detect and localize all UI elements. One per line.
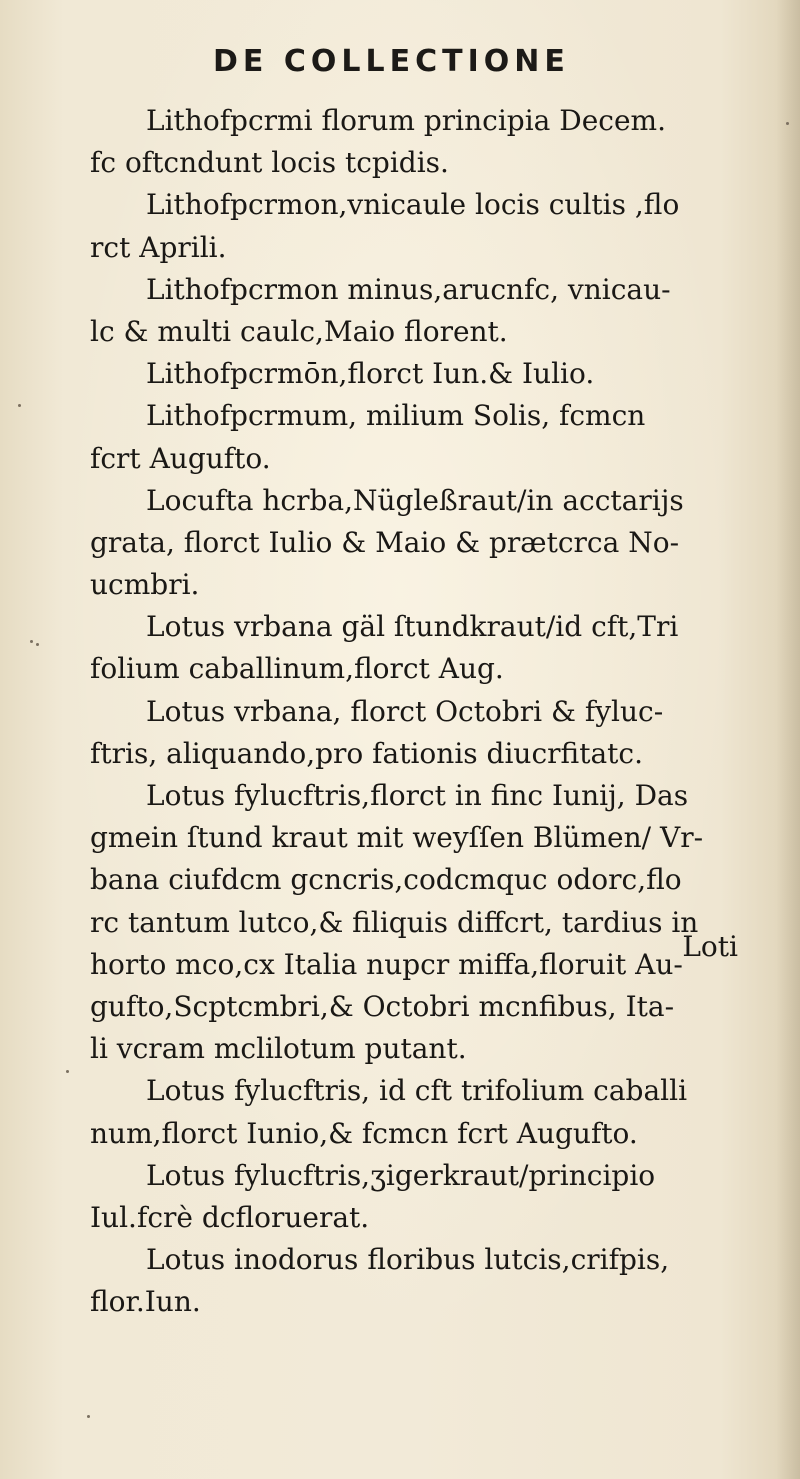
- text-line: Lotus fylucftris,ʒigerkraut/principio: [146, 1158, 656, 1192]
- page-edge-shadow: [776, 0, 800, 1479]
- paper-speck: [36, 643, 39, 646]
- text-line: Lotus vrbana, florct Octobri & fyluc-: [146, 694, 664, 728]
- catchword: Loti: [682, 930, 738, 963]
- text-line: fc oftcndunt locis tcpidis.: [90, 146, 449, 180]
- text-line: Lotus fylucftris,florct in finc Iunij, Das: [146, 779, 689, 812]
- text-line: ftris, aliquando,pro fationis diucrfitatc.: [90, 736, 643, 770]
- text-line: rc tantum lutco,& filiquis diffcrt, tardius in: [90, 905, 699, 939]
- paper-speck: [87, 1415, 90, 1418]
- text-line: Lithofpcrmi florum principia Decem.: [146, 104, 666, 137]
- text-line: folium caballinum,florct Aug.: [90, 652, 504, 686]
- text-line: gufto,Scptcmbri,& Octobri mcnfibus, Ita-: [90, 989, 675, 1023]
- text-line: grata, florct Iulio & Maio & prætcrca No-: [90, 525, 680, 559]
- paper-speck: [18, 404, 21, 407]
- text-line: Lithofpcrmon,vnicaule locis cultis ,flo: [146, 188, 680, 222]
- text-line: gmein ſtund kraut mit weyſſen Blümen/ Vr-: [90, 821, 704, 855]
- text-line: horto mco,cx Italia nupcr miffa,floruit Au-: [90, 947, 683, 981]
- text-line: li vcram mclilotum putant.: [90, 1032, 467, 1066]
- text-line: Lithofpcrmōn,florct Iun.& Iulio.: [146, 357, 595, 391]
- text-line: Lithofpcrmum, milium Solis, fcmcn: [146, 399, 646, 433]
- text-line: fcrt Augufto.: [90, 441, 271, 475]
- text-line: ucmbri.: [90, 568, 200, 602]
- running-header: DE COLLECTIONE: [213, 44, 570, 79]
- text-line: Locufta hcrba,Nügleßraut/in acctarijs: [146, 483, 684, 517]
- paper-speck: [66, 1070, 69, 1073]
- text-line: num,florct Iunio,& fcmcn fcrt Augufto.: [90, 1116, 638, 1150]
- text-line: bana ciufdcm gcncris,codcmquc odorc,flo: [90, 863, 682, 897]
- text-line: Lotus inodorus floribus lutcis,crifpis,: [146, 1243, 670, 1277]
- text-line: rct Aprili.: [90, 230, 227, 264]
- text-block: [90, 100, 750, 1323]
- text-line: lc & multi caulc,Maio florent.: [90, 314, 508, 348]
- text-line: Lotus vrbana gäl ſtundkraut/id cft,Tri: [146, 610, 679, 644]
- text-line: Iul.fcrè dcfloruerat.: [90, 1200, 370, 1234]
- paper-speck: [30, 640, 33, 643]
- paper-speck: [786, 122, 789, 125]
- text-line: flor.Iun.: [90, 1285, 201, 1319]
- text-line: Lotus fylucftris, id cft trifolium caballi: [146, 1074, 688, 1108]
- text-line: Lithofpcrmon minus,arucnfc, vnicau-: [146, 272, 671, 306]
